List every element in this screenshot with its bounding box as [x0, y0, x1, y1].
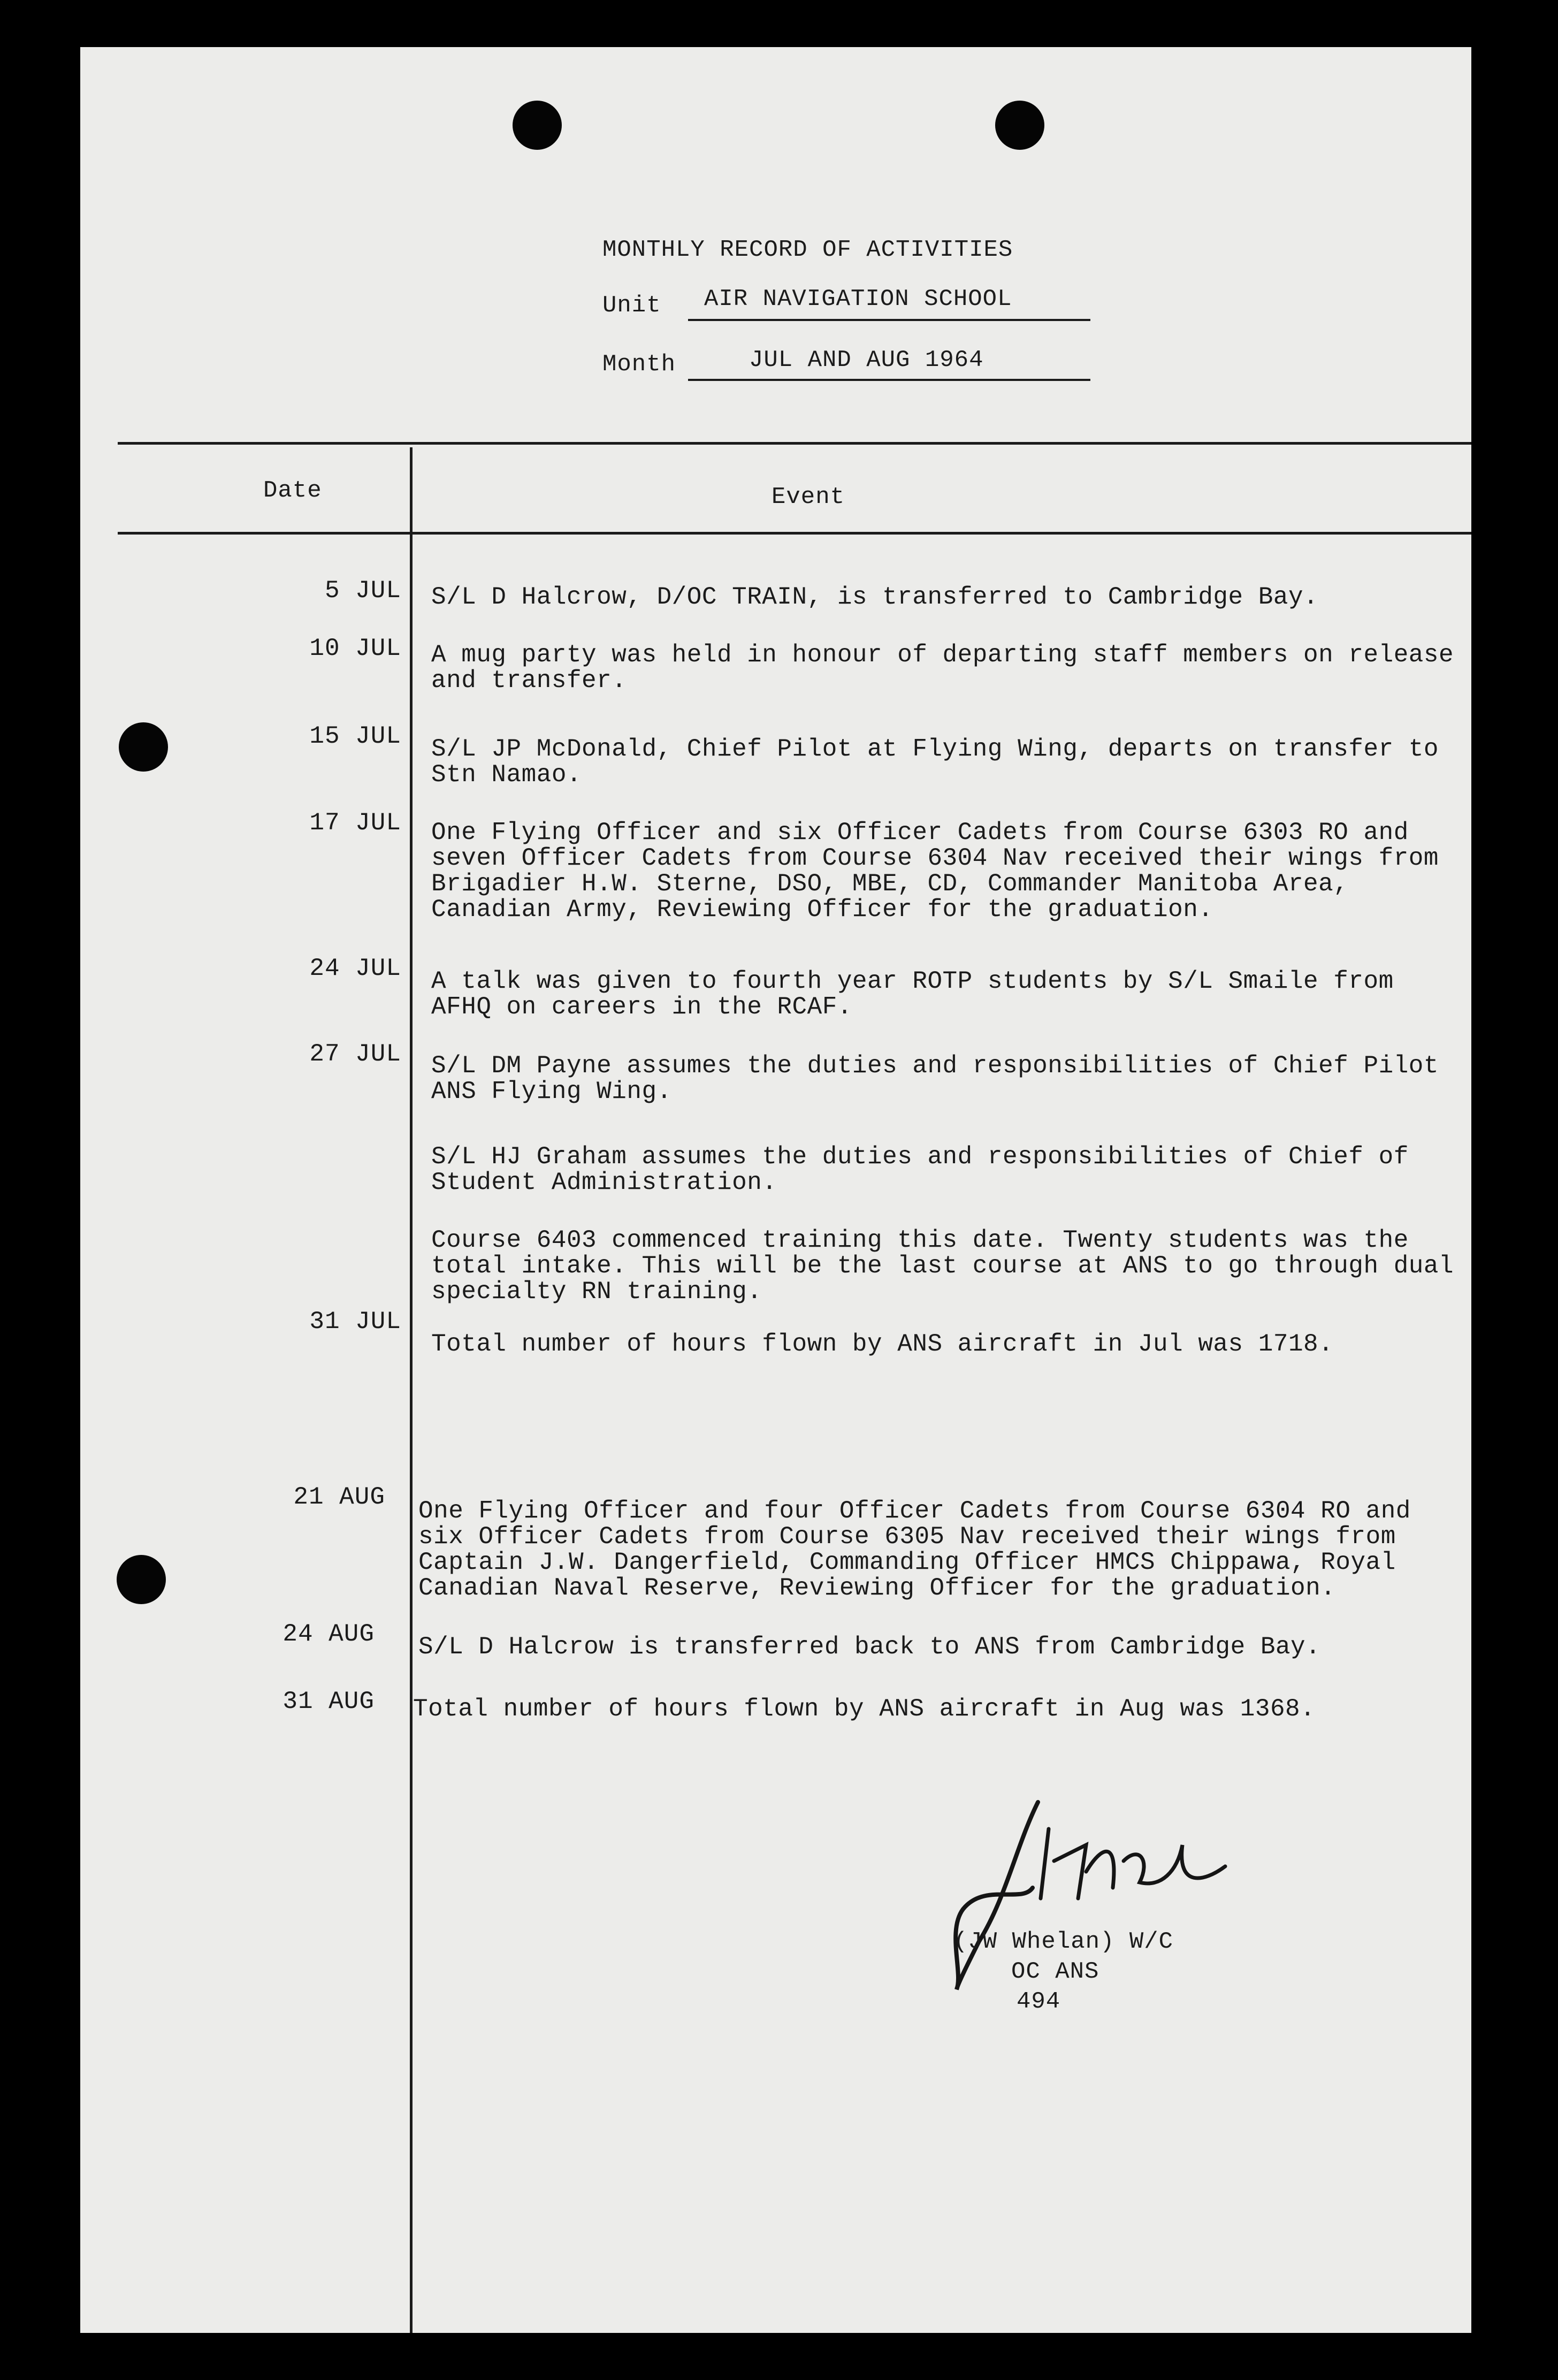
unit-value: AIR NAVIGATION SCHOOL	[704, 286, 1012, 312]
entry-event: S/L D Halcrow, D/OC TRAIN, is transferred to Cambridge Bay.	[431, 583, 1319, 611]
table-top-rule	[118, 442, 1471, 445]
entry-event: A talk was given to fourth year ROTP students by S/L Smaile from AFHQ on careers in the RCAF.	[431, 967, 1394, 1021]
entry-date: 31 AUG	[282, 1688, 375, 1715]
entry-event: One Flying Officer and four Officer Cadets from Course 6304 RO and six Officer Cadets from Course 6305 Nav received their wings from Captain J.W. Dangerfield, Commanding Officer HMCS Chippawa, Royal Canadian Naval Reserve, Reviewing Officer for the graduation.	[418, 1497, 1411, 1602]
entry-event: S/L D Halcrow is transferred back to ANS from Cambridge Bay.	[418, 1633, 1321, 1661]
entry-event: Total number of hours flown by ANS aircraft in Jul was 1718.	[431, 1330, 1334, 1358]
signature-title: OC ANS	[1011, 1958, 1099, 1985]
entry-date: 31 JUL	[309, 1308, 401, 1336]
entry-date: 15 JUL	[309, 722, 401, 750]
month-value: JUL AND AUG 1964	[749, 347, 984, 373]
column-divider	[410, 447, 413, 2333]
entry-event: S/L JP McDonald, Chief Pilot at Flying Wing, departs on transfer to Stn Namao.	[431, 735, 1439, 789]
punch-hole	[513, 101, 562, 150]
event-column-header: Event	[772, 484, 845, 510]
entry-event: Course 6403 commenced training this date. Twenty students was the total intake. This will be the last course at ANS to go through dual specialty RN training.	[431, 1226, 1454, 1306]
handwritten-signature	[926, 1781, 1289, 2005]
entry-event: A mug party was held in honour of departing staff members on release and transfer.	[431, 641, 1454, 695]
entry-date: 24 AUG	[282, 1620, 375, 1648]
entry-event: One Flying Officer and six Officer Cadets from Course 6303 RO and seven Officer Cadets from Course 6304 Nav received their wings from Brigadier H.W. Sterne, DSO, MBE, CD, Commander Manitoba Area, Canadian Army, Reviewing Officer for the graduation.	[431, 819, 1439, 924]
entry-event: S/L HJ Graham assumes the duties and responsibilities of Chief of Student Administration.	[431, 1143, 1409, 1196]
entry-event: S/L DM Payne assumes the duties and responsibilities of Chief Pilot ANS Flying Wing.	[431, 1052, 1439, 1105]
month-underline	[688, 379, 1090, 381]
entry-date: 27 JUL	[309, 1040, 401, 1068]
month-label: Month	[602, 351, 676, 378]
entry-date: 5 JUL	[324, 577, 401, 605]
date-column-header: Date	[263, 477, 322, 504]
entry-date: 21 AUG	[293, 1483, 385, 1511]
punch-hole	[995, 101, 1044, 150]
page-title: MONTHLY RECORD OF ACTIVITIES	[602, 237, 1013, 263]
signature-name: (JW Whelan) W/C	[953, 1928, 1174, 1955]
entry-date: 24 JUL	[309, 955, 401, 982]
unit-underline	[688, 319, 1090, 321]
entry-date: 17 JUL	[309, 809, 401, 837]
signature-number: 494	[1017, 1988, 1061, 2015]
unit-label: Unit	[602, 292, 661, 319]
entry-date: 10 JUL	[309, 635, 401, 662]
table-header-rule	[118, 532, 1471, 535]
punch-hole	[117, 1555, 166, 1604]
entry-event: Total number of hours flown by ANS aircraft in Aug was 1368.	[413, 1695, 1316, 1723]
document-page	[80, 47, 1471, 2333]
punch-hole	[119, 722, 168, 772]
